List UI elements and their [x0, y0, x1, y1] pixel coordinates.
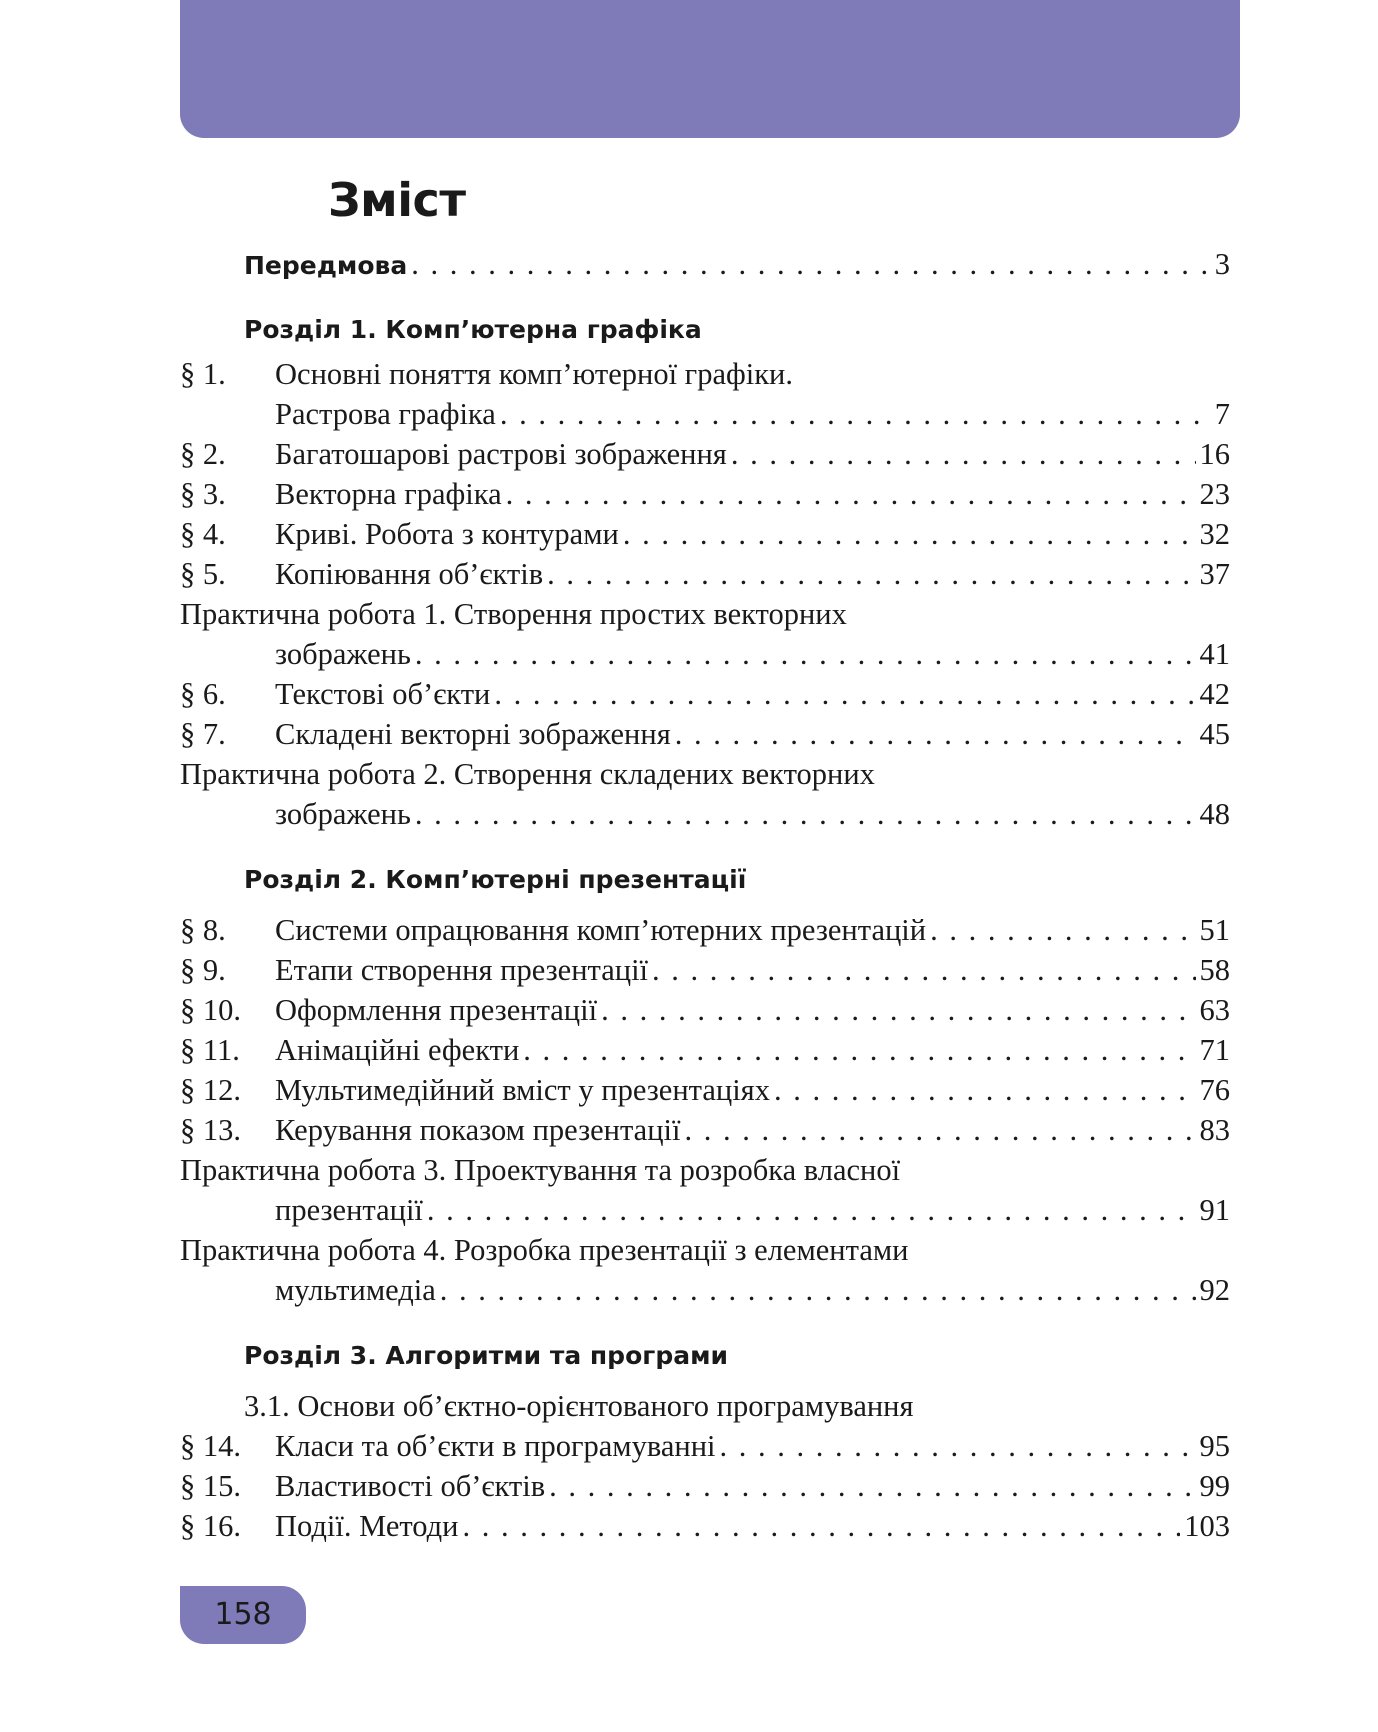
toc-entry-title: Текстові об’єкти: [275, 677, 491, 711]
toc-page-number: 103: [1184, 1509, 1230, 1543]
toc-entry-number: § 11.: [180, 1033, 240, 1067]
toc-practical-work[interactable]: [180, 1150, 1230, 1190]
toc-entry-number: § 10.: [180, 993, 241, 1027]
toc-entry[interactable]: [180, 354, 1230, 394]
toc-entry-title: Класи та об’єкти в програмуванні: [275, 1429, 716, 1463]
toc-entry[interactable]: [180, 714, 1230, 754]
toc-page-number: 91: [1199, 1193, 1230, 1227]
toc-page-number: 48: [1199, 797, 1230, 831]
dot-leader: [601, 990, 1195, 1030]
toc-page-number: 42: [1199, 677, 1230, 711]
toc-entry-number: § 7.: [180, 717, 226, 751]
toc-page-number: 99: [1199, 1469, 1230, 1503]
toc-entry[interactable]: [180, 1506, 1230, 1546]
section-heading: Розділ 1. Комп’ютерна графіка: [244, 315, 702, 344]
toc-subsection-title: 3.1. Основи об’єктно-орієнтованого програмування: [244, 1389, 914, 1423]
dot-leader: [463, 1506, 1181, 1546]
toc-entry-title: Растрова графіка: [275, 397, 496, 431]
toc-entry-title: Практична робота 3. Проектування та розробка власної: [180, 1153, 901, 1187]
toc-entry[interactable]: [180, 990, 1230, 1030]
toc-entry[interactable]: [180, 514, 1230, 554]
toc-entry[interactable]: [180, 474, 1230, 514]
dot-leader: [774, 1070, 1196, 1110]
toc-entry-title: Багатошарові растрові зображення: [275, 437, 727, 471]
toc-entry-title: Векторна графіка: [275, 477, 502, 511]
dot-leader: [427, 1190, 1196, 1230]
toc-entry-title: Анімаційні ефекти: [275, 1033, 520, 1067]
toc-entry-title: Складені векторні зображення: [275, 717, 671, 751]
toc-entry-number: § 3.: [180, 477, 226, 511]
dot-leader: [440, 1270, 1196, 1310]
toc-entry-continuation[interactable]: [180, 1190, 1230, 1230]
toc-entry-number: § 2.: [180, 437, 226, 471]
toc-entry-title: Практична робота 1. Створення простих векторних: [180, 597, 847, 631]
toc-page-number: 37: [1199, 557, 1230, 591]
dot-leader: [411, 244, 1211, 284]
toc-entry[interactable]: [180, 554, 1230, 594]
toc-foreword-label: Передмова: [244, 251, 408, 280]
toc-practical-work[interactable]: [180, 1230, 1230, 1270]
toc-entry-title: Системи опрацювання комп’ютерних презентацій: [275, 913, 927, 947]
toc-entry-title: Практична робота 4. Розробка презентації з елементами: [180, 1233, 909, 1267]
toc-subsection-heading: [180, 1386, 1230, 1426]
toc-page-number: 92: [1199, 1273, 1230, 1307]
toc-entry-number: § 12.: [180, 1073, 241, 1107]
section-heading: Розділ 2. Комп’ютерні презентації: [244, 865, 747, 894]
toc-page-number: 41: [1199, 637, 1230, 671]
toc-entry-title: Криві. Робота з контурами: [275, 517, 619, 551]
toc-entry-number: § 4.: [180, 517, 226, 551]
toc-entry-title: Мультимедійний вміст у презентаціях: [275, 1073, 770, 1107]
toc-entry-title: Практична робота 2. Створення складених векторних: [180, 757, 875, 791]
toc-page-number: 83: [1199, 1113, 1230, 1147]
dot-leader: [415, 634, 1196, 674]
toc-entry[interactable]: [180, 910, 1230, 950]
toc-entry-title: Оформлення презентації: [275, 993, 598, 1027]
page-title: Зміст: [328, 173, 466, 227]
dot-leader: [720, 1426, 1196, 1466]
toc-entry-title: Основні поняття комп’ютерної графіки.: [275, 357, 793, 391]
toc-entry-title: зображень: [275, 637, 411, 671]
toc-practical-work[interactable]: [180, 754, 1230, 794]
table-of-contents: [180, 244, 1230, 1546]
toc-entry[interactable]: [180, 1030, 1230, 1070]
dot-leader: [684, 1110, 1195, 1150]
dot-leader: [731, 434, 1196, 474]
toc-page-number: 23: [1199, 477, 1230, 511]
dot-leader: [506, 474, 1196, 514]
toc-entry-title: зображень: [275, 797, 411, 831]
toc-page-number: 58: [1199, 953, 1230, 987]
toc-entry[interactable]: [180, 1110, 1230, 1150]
toc-entry-title: Етапи створення презентації: [275, 953, 649, 987]
toc-entry[interactable]: [180, 1466, 1230, 1506]
dot-leader: [930, 910, 1195, 950]
dot-leader: [652, 950, 1195, 990]
page-number-badge: 158: [180, 1586, 306, 1644]
toc-page-number: 63: [1199, 993, 1230, 1027]
toc-entry[interactable]: [180, 674, 1230, 714]
toc-entry-continuation[interactable]: [180, 634, 1230, 674]
toc-entry-title: Керування показом презентації: [275, 1113, 681, 1147]
toc-entry[interactable]: [180, 1070, 1230, 1110]
toc-entry-number: § 14.: [180, 1429, 241, 1463]
toc-page-number: 76: [1199, 1073, 1230, 1107]
toc-entry-number: § 5.: [180, 557, 226, 591]
toc-entry-number: § 8.: [180, 913, 226, 947]
toc-entry-title: Події. Методи: [275, 1509, 459, 1543]
dot-leader: [623, 514, 1196, 554]
toc-page-number: 3: [1214, 247, 1230, 281]
toc-entry-continuation[interactable]: [180, 394, 1230, 434]
toc-entry-title: мультимедіа: [275, 1273, 436, 1307]
dot-leader: [547, 554, 1195, 594]
toc-entry-number: § 15.: [180, 1469, 241, 1503]
section-heading: Розділ 3. Алгоритми та програми: [244, 1341, 729, 1370]
toc-entry-number: § 9.: [180, 953, 226, 987]
toc-entry-continuation[interactable]: [180, 794, 1230, 834]
toc-page-number: 7: [1214, 397, 1230, 431]
toc-page-number: 71: [1199, 1033, 1230, 1067]
toc-practical-work[interactable]: [180, 594, 1230, 634]
toc-page-number: 95: [1199, 1429, 1230, 1463]
header-band: [180, 0, 1240, 138]
toc-entry[interactable]: [180, 434, 1230, 474]
toc-page-number: 51: [1199, 913, 1230, 947]
dot-leader: [415, 794, 1196, 834]
toc-entry-continuation[interactable]: [180, 1270, 1230, 1310]
toc-entry[interactable]: [180, 1426, 1230, 1466]
dot-leader: [500, 394, 1211, 434]
toc-entry-title: Копіювання об’єктів: [275, 557, 544, 591]
toc-entry-number: § 6.: [180, 677, 226, 711]
toc-page-number: 16: [1199, 437, 1230, 471]
toc-page-number: 32: [1199, 517, 1230, 551]
toc-entry-title: Властивості об’єктів: [275, 1469, 546, 1503]
toc-entry-number: § 16.: [180, 1509, 241, 1543]
toc-entry[interactable]: [180, 950, 1230, 990]
toc-foreword[interactable]: [180, 244, 1230, 284]
dot-leader: [494, 674, 1195, 714]
dot-leader: [549, 1466, 1195, 1506]
toc-entry-number: § 1.: [180, 357, 226, 391]
toc-page-number: 45: [1199, 717, 1230, 751]
dot-leader: [675, 714, 1196, 754]
dot-leader: [523, 1030, 1195, 1070]
toc-entry-number: § 13.: [180, 1113, 241, 1147]
toc-entry-title: презентації: [275, 1193, 423, 1227]
